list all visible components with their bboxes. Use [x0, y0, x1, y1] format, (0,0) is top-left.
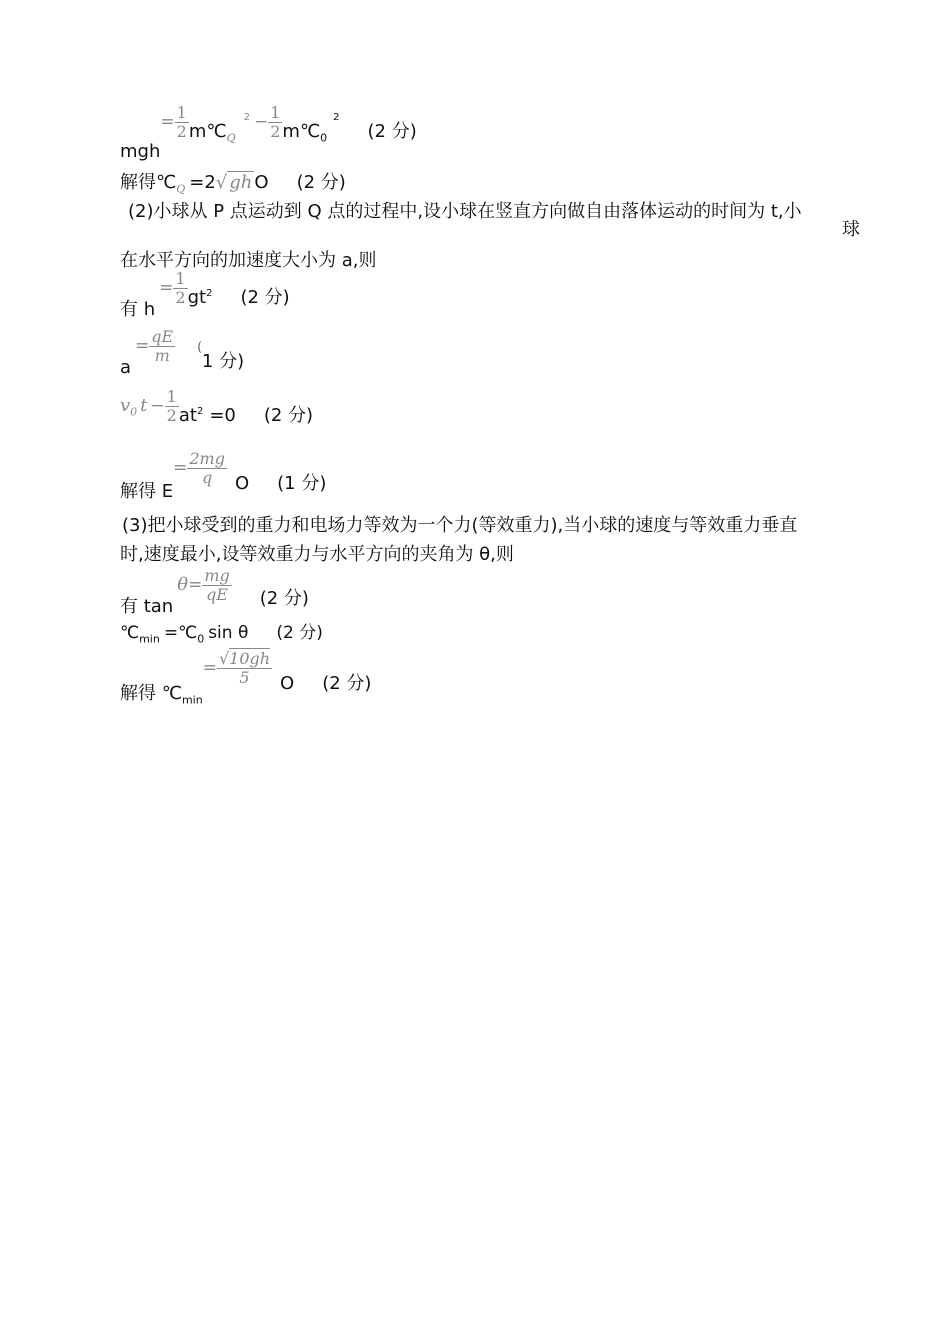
wrap-char	[842, 215, 860, 241]
tail-o: O	[280, 673, 295, 695]
equation-horizontal	[120, 387, 314, 427]
exp-2: 2	[243, 112, 250, 124]
equals-sign: =	[188, 575, 203, 596]
part2-cont-text: 在水平方向的加速度大小为 a,则	[120, 250, 377, 271]
score: (2 分)	[259, 588, 309, 610]
v0-term: $v_0$ t	[120, 395, 148, 419]
equation-tan	[120, 566, 309, 618]
lhs-text: mgh	[120, 141, 161, 163]
equation-height	[120, 269, 290, 321]
score: (2 分)	[367, 121, 417, 143]
tail-o: O	[234, 473, 250, 495]
pre-text: 有 tan	[120, 596, 174, 618]
sqrt-gh: √ gh	[215, 172, 253, 193]
solve-label: 解得 $℃_{min}$	[120, 683, 203, 707]
paragraph-part3	[122, 511, 797, 537]
equation-solve-e	[120, 449, 327, 503]
part3-cont-text: 时,速度最小,设等效重力与水平方向的夹角为 θ,则	[120, 544, 514, 565]
equation-solve-vq	[120, 168, 346, 196]
fraction-mg-qe: $\frac{mg}{qE}$	[204, 566, 230, 604]
equation-energy	[120, 103, 417, 163]
v0-mid: $=℃_0$	[163, 623, 205, 646]
score: (2 分)	[263, 405, 314, 427]
tail-o: O	[254, 172, 269, 193]
fraction-half: $\frac{1}{2}$	[176, 103, 187, 141]
score: (1 分)	[277, 473, 327, 495]
equals-sign: =	[159, 278, 174, 299]
equation-vmin	[120, 618, 323, 645]
pre-text: a	[120, 357, 132, 379]
fraction-half-2: $\frac{1}{2}$	[270, 103, 281, 141]
paren: (	[197, 340, 202, 355]
score: (2 分)	[240, 287, 290, 309]
exp-2b: 2	[333, 112, 340, 124]
paragraph-part2-cont	[120, 246, 376, 272]
part3-text: (3)把小球受到的重力和电场力等效为一个力(等效重力),当小球的速度与等效重力垂直	[122, 515, 798, 536]
theta: θ	[177, 574, 189, 596]
equals-sign: =	[135, 336, 150, 357]
sub-q: Q	[176, 182, 186, 196]
fraction-half: $\frac{1}{2}$	[175, 269, 186, 307]
pre-text: 有 h	[120, 299, 156, 321]
equation-solve-vmin	[120, 649, 372, 707]
at-term: $at^2$	[178, 405, 204, 427]
pre-text: 解得 E	[120, 481, 174, 503]
fraction-sqrt10gh-5: $\frac{√10gh}{5}$	[218, 649, 271, 687]
solve-label: 解得℃	[120, 172, 177, 193]
equals-sign: =	[160, 112, 175, 133]
vmin-lhs: $℃_{min}$	[120, 623, 160, 646]
term-mvq: $m℃_Q$	[188, 121, 236, 145]
minus-sign: −	[253, 112, 269, 133]
sin-theta: sin θ	[208, 623, 249, 643]
paragraph-part2	[128, 197, 802, 223]
score: (2 分)	[296, 172, 346, 193]
minus-sign: −	[150, 396, 165, 417]
score: 1 分)	[201, 351, 245, 373]
wrap-text: 球	[842, 219, 860, 240]
paragraph-part3-cont	[120, 540, 514, 566]
fraction-2mg-q: $\frac{2mg}{q}$	[189, 449, 225, 487]
fraction-half: $\frac{1}{2}$	[166, 387, 177, 425]
score: (2 分)	[276, 623, 323, 643]
equals-zero: =0	[209, 405, 236, 427]
equals-sign: =	[202, 658, 217, 679]
equals-sign: =	[173, 458, 188, 479]
term-mv0: $m℃_0$	[282, 121, 328, 145]
equals-two: =2	[189, 172, 216, 193]
score: (2 分)	[322, 673, 372, 695]
equation-accel	[120, 327, 245, 379]
part2-text: (2)小球从 P 点运动到 Q 点的过程中,设小球在竖直方向做自由落体运动的时间为 t,小	[128, 201, 802, 222]
fraction-qe-m: $\frac{qE}{m}$	[151, 327, 174, 365]
gt-term: $gt^2$	[187, 287, 213, 309]
